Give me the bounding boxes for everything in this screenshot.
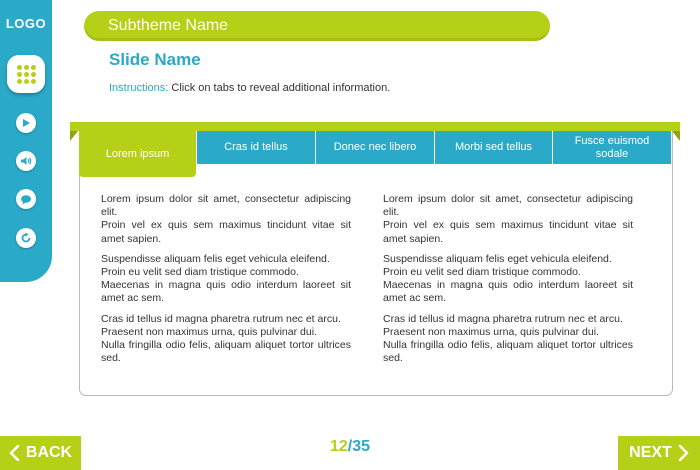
volume-icon (20, 156, 32, 166)
paragraph: Lorem ipsum dolor sit amet, consectetur adipiscing elit. Proin vel ex quis sem maximus tincidunt vitae sit amet sapien. (383, 193, 633, 245)
page-separator: / (347, 438, 353, 455)
paragraph: Cras id tellus id magna pharetra rutrum nec et arcu. Praesent non maximus urna, quis pulvinar dui. Nulla fringilla odio felis, aliquam aliquet tortor ultrices sed. (383, 312, 633, 365)
page-current: 12 (329, 438, 348, 455)
replay-button[interactable] (16, 228, 36, 248)
paragraph: Suspendisse aliquam felis eget vehicula eleifend. Proin eu velit sed diam tristique commodo. Maecenas in magna quis odio interdum laoreet sit amet ac sem. (383, 252, 633, 305)
logo: LOGO (5, 16, 47, 31)
chat-icon (20, 194, 32, 205)
page-counter (300, 438, 400, 456)
tab-cras-id-tellus[interactable]: Cras id tellus (196, 131, 315, 164)
tab-bar-accent (70, 122, 680, 131)
next-button[interactable] (618, 436, 700, 470)
next-label: NEXT (629, 444, 672, 461)
chevron-right-icon (678, 445, 689, 461)
paragraph: Cras id tellus id magna pharetra rutrum nec et arcu. Praesent non maximus urna, quis pulvinar dui. Nulla fringilla odio felis, aliquam aliquet tortor ultrices sed. (101, 312, 351, 365)
tab-donec-nec-libero[interactable]: Donec nec libero (315, 131, 434, 164)
tab-fusce-euismod-sodale[interactable]: Fusce euismod sodale (552, 131, 671, 164)
content-column-right (383, 193, 633, 372)
subtheme-banner (84, 11, 550, 41)
back-button[interactable] (0, 436, 81, 470)
instructions (109, 82, 390, 94)
chat-button[interactable] (16, 189, 36, 209)
instructions-label: Instructions: (109, 82, 169, 94)
tab-morbi-sed-tellus[interactable]: Morbi sed tellus (434, 131, 552, 164)
tab-list (79, 131, 671, 177)
paragraph: Suspendisse aliquam felis eget vehicula eleifend. Proin eu velit sed diam tristique commodo. Maecenas in magna quis odio interdum laoreet sit amet ac sem. (101, 252, 351, 305)
instructions-text: Click on tabs to reveal additional information. (168, 82, 391, 94)
content-column-left (101, 193, 351, 372)
tab-lorem-ipsum[interactable]: Lorem ipsum (79, 131, 196, 177)
play-icon (21, 118, 31, 128)
grid-menu-icon (17, 65, 36, 84)
subtheme-title: Subtheme Name (108, 17, 229, 34)
replay-icon (20, 232, 32, 244)
page-total: 35 (352, 438, 371, 455)
back-label: BACK (25, 444, 73, 461)
play-button[interactable] (16, 113, 36, 133)
chevron-left-icon (9, 445, 20, 461)
paragraph: Lorem ipsum dolor sit amet, consectetur adipiscing elit. Proin vel ex quis sem maximus tincidunt vitae sit amet sapien. (101, 193, 351, 245)
slide-title: Slide Name (109, 50, 201, 69)
menu-button[interactable] (7, 55, 45, 93)
sidebar (0, 0, 52, 282)
volume-button[interactable] (16, 151, 36, 171)
